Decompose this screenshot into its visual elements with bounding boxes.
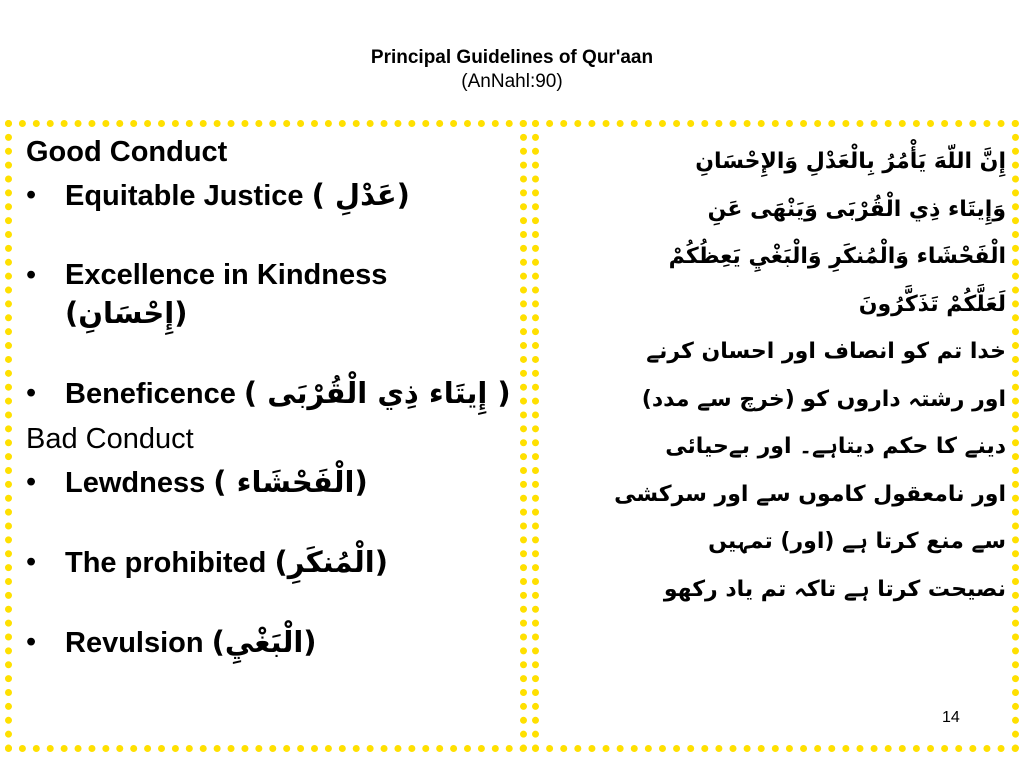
bullet-label: Beneficence xyxy=(65,378,236,410)
bad-conduct-heading: Bad Conduct xyxy=(26,423,194,455)
slide-title: Principal Guidelines of Qur'aan xyxy=(370,47,654,68)
left-panel xyxy=(5,120,527,752)
urdu-translation-line: سے منع کرتا ہے (اور) تمہیں xyxy=(708,529,1006,554)
urdu-translation-line: نصیحت کرتا ہے تاکہ تم یاد رکھو xyxy=(663,576,1006,602)
page-number: 14 xyxy=(942,709,960,726)
slide-subtitle: (AnNahl:90) xyxy=(461,71,563,92)
bullet-dot: • xyxy=(26,179,37,211)
bullet-lewdness xyxy=(26,463,520,502)
urdu-translation-line: دینے کا حکم دیتاہے۔ اور بےحیائی xyxy=(665,434,1006,459)
arabic-verse-line: الْفَحْشَاء وَالْمُنكَرِ وَالْبَغْيِ يَعِظُكُمْ xyxy=(668,244,1006,269)
bullet-revulsion xyxy=(26,623,520,662)
bullet-dot: • xyxy=(26,377,37,409)
bullet-label: Lewdness xyxy=(65,467,206,499)
arabic-verse-line: إِنَّ اللّهَ يَأْمُرُ بِالْعَدْلِ وَالإِحْسَانِ xyxy=(695,149,1006,174)
bullet-arabic: (عَدْلِ ) xyxy=(311,178,410,212)
bullet-excellence-in-kindness xyxy=(26,256,520,333)
bullet-dot: • xyxy=(26,259,37,291)
bullet-dot: • xyxy=(26,626,37,658)
bullet-dot: • xyxy=(26,466,37,498)
verse-translation-text xyxy=(536,138,1006,613)
bullet-label: Equitable Justice xyxy=(65,180,304,212)
bullet-arabic: (الْفَحْشَاء ) xyxy=(213,465,368,499)
left-panel-content xyxy=(26,132,520,662)
right-panel xyxy=(532,120,1019,752)
arabic-verse-line: لَعَلَّكُمْ تَذَكَّرُونَ xyxy=(858,291,1006,317)
bullet-label: Excellence in Kindness xyxy=(65,259,388,291)
bullet-beneficence xyxy=(26,374,520,413)
urdu-translation-line: اور رشتہ داروں کو (خرچ سے مدد) xyxy=(641,386,1006,412)
arabic-verse-line: وَإِيتَاء ذِي الْقُرْبَى وَيَنْهَى عَنِ xyxy=(707,196,1006,222)
bullet-arabic: ( إِيتَاء ذِي الْقُرْبَى ) xyxy=(243,376,511,410)
bullet-label: Revulsion xyxy=(65,627,204,659)
urdu-translation-line: خدا تم کو انصاف اور احسان کرنے xyxy=(646,339,1006,364)
good-conduct-heading: Good Conduct xyxy=(26,136,228,168)
bullet-dot: • xyxy=(26,546,37,578)
bullet-label: The prohibited xyxy=(65,547,267,579)
bullet-arabic: (إِحْسَانِ) xyxy=(65,296,188,330)
urdu-translation-line: اور نامعقول کاموں سے اور سرکشی xyxy=(614,481,1006,507)
bullet-equitable-justice xyxy=(26,176,520,215)
bullet-arabic: (الْبَغْيِ) xyxy=(211,625,317,659)
bullet-the-prohibited xyxy=(26,543,520,582)
bullet-arabic: (الْمُنكَرِ) xyxy=(274,545,388,579)
